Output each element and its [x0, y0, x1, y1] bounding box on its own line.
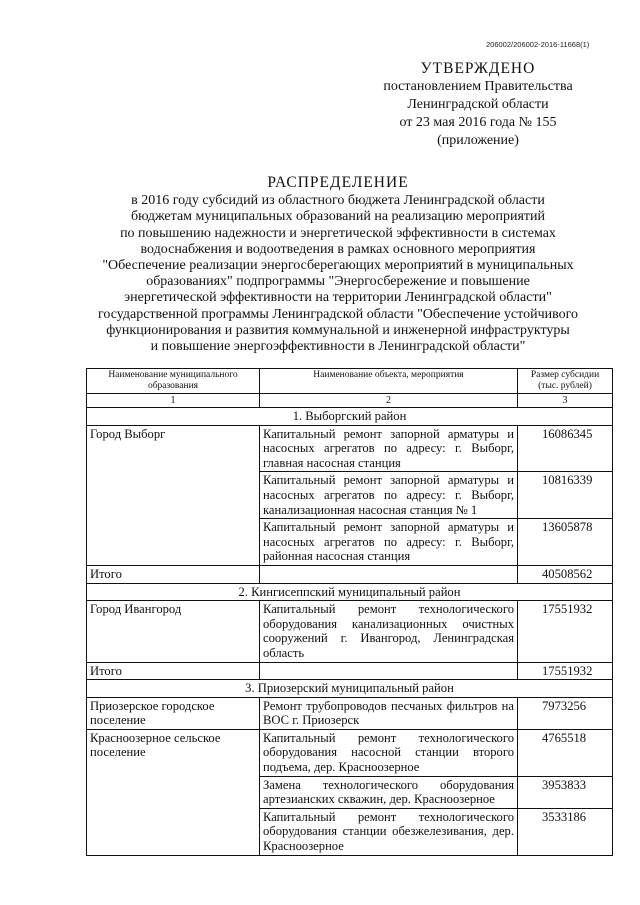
title-line: в 2016 году субсидий из областного бюджета Ленинградской области	[131, 193, 545, 209]
approval-block	[380, 60, 576, 150]
amount-cell: 16086345	[518, 425, 613, 472]
table-row	[87, 697, 613, 729]
title-line: энергетической эффективности на территории Ленинградской области"	[124, 290, 552, 306]
total-row	[87, 565, 613, 583]
amount-cell: 10816339	[518, 472, 613, 519]
amount-cell: 3533186	[518, 808, 613, 855]
amount-cell: 7973256	[518, 697, 613, 729]
total-label: Итого	[87, 662, 260, 680]
header-municipality: Наименование муниципального образования	[87, 369, 260, 394]
title-line: образованиях" подпрограммы "Энергосбережение и повышение	[146, 274, 530, 290]
table-row	[87, 425, 613, 472]
title-line: и повышение энергоэффективности в Ленинградской области"	[150, 339, 526, 355]
amount-cell: 17551932	[518, 601, 613, 662]
amount-cell: 3953833	[518, 776, 613, 808]
section-row	[87, 583, 613, 601]
object-cell: Капитальный ремонт технологического оборудования станции обезжелезивания, дер. Красноозерное	[260, 808, 518, 855]
municipality-cell: Город Ивангород	[87, 601, 260, 662]
municipality-cell: Приозерское городское поселение	[87, 697, 260, 729]
title-line: бюджетам муниципальных образований на реализацию мероприятий	[130, 209, 546, 225]
object-cell: Капитальный ремонт запорной арматуры и насосных агрегатов по адресу: г. Выборг, районная насосная станция	[260, 519, 518, 566]
section-title: 3. Приозерский муниципальный район	[87, 680, 613, 698]
object-cell: Капитальный ремонт технологического оборудования насосной станции второго подъема, дер. Красноозерное	[260, 729, 518, 776]
header-object: Наименование объекта, мероприятия	[260, 369, 518, 394]
subsidy-table	[86, 368, 613, 856]
title-line: государственной программы Ленинградской области "Обеспечение устойчивого	[97, 306, 579, 322]
column-number: 3	[518, 394, 613, 408]
approval-line: Ленинградской области	[407, 97, 549, 112]
total-amount: 17551932	[518, 662, 613, 680]
empty-cell	[260, 565, 518, 583]
approval-title: УТВЕРЖДЕНО	[420, 60, 536, 77]
document-title	[78, 175, 598, 355]
document-number: 206002/206002-2016-11668(1)	[486, 40, 590, 49]
municipality-cell: Красноозерное сельское поселение	[87, 729, 260, 855]
column-number-row	[87, 394, 613, 408]
table-row	[87, 729, 613, 776]
object-cell: Капитальный ремонт запорной арматуры и насосных агрегатов по адресу: г. Выборг, главная насосная станция	[260, 425, 518, 472]
table-header-row	[87, 369, 613, 394]
column-number: 1	[87, 394, 260, 408]
title-line: по повышению надежности и энергетической эффективности в системах	[120, 225, 556, 241]
section-row	[87, 680, 613, 698]
total-amount: 40508562	[518, 565, 613, 583]
section-title: 2. Кингисеппский муниципальный район	[87, 583, 613, 601]
total-label: Итого	[87, 565, 260, 583]
object-cell: Капитальный ремонт запорной арматуры и насосных агрегатов по адресу: г. Выборг, канализационная насосная станция № 1	[260, 472, 518, 519]
object-cell: Замена технологического оборудования артезианских скважин, дер. Красноозерное	[260, 776, 518, 808]
total-row	[87, 662, 613, 680]
section-row	[87, 408, 613, 426]
title-line: "Обеспечение реализации энергосберегающих мероприятий в муниципальных	[102, 258, 574, 274]
object-cell: Капитальный ремонт технологического оборудования канализационных очистных сооружений г. Ивангород, Ленинградская область	[260, 601, 518, 662]
municipality-cell: Город Выборг	[87, 425, 260, 565]
object-cell: Ремонт трубопроводов песчаных фильтров на ВОС г. Приозерск	[260, 697, 518, 729]
title-heading: РАСПРЕДЕЛЕНИЕ	[267, 174, 409, 191]
approval-line: (приложение)	[437, 133, 519, 148]
title-line: функционирования и развития коммунальной и инженерной инфраструктуры	[106, 322, 570, 338]
approval-date-line: от 23 мая 2016 года № 155	[399, 115, 557, 130]
header-amount: Размер субсидии (тыс. рублей)	[518, 369, 613, 394]
table-row	[87, 601, 613, 662]
amount-cell: 13605878	[518, 519, 613, 566]
section-title: 1. Выборгский район	[87, 408, 613, 426]
amount-cell: 4765518	[518, 729, 613, 776]
empty-cell	[260, 662, 518, 680]
column-number: 2	[260, 394, 518, 408]
title-line: водоснабжения и водоотведения в рамках основного мероприятия	[140, 241, 536, 257]
approval-line: постановлением Правительства	[383, 79, 573, 94]
